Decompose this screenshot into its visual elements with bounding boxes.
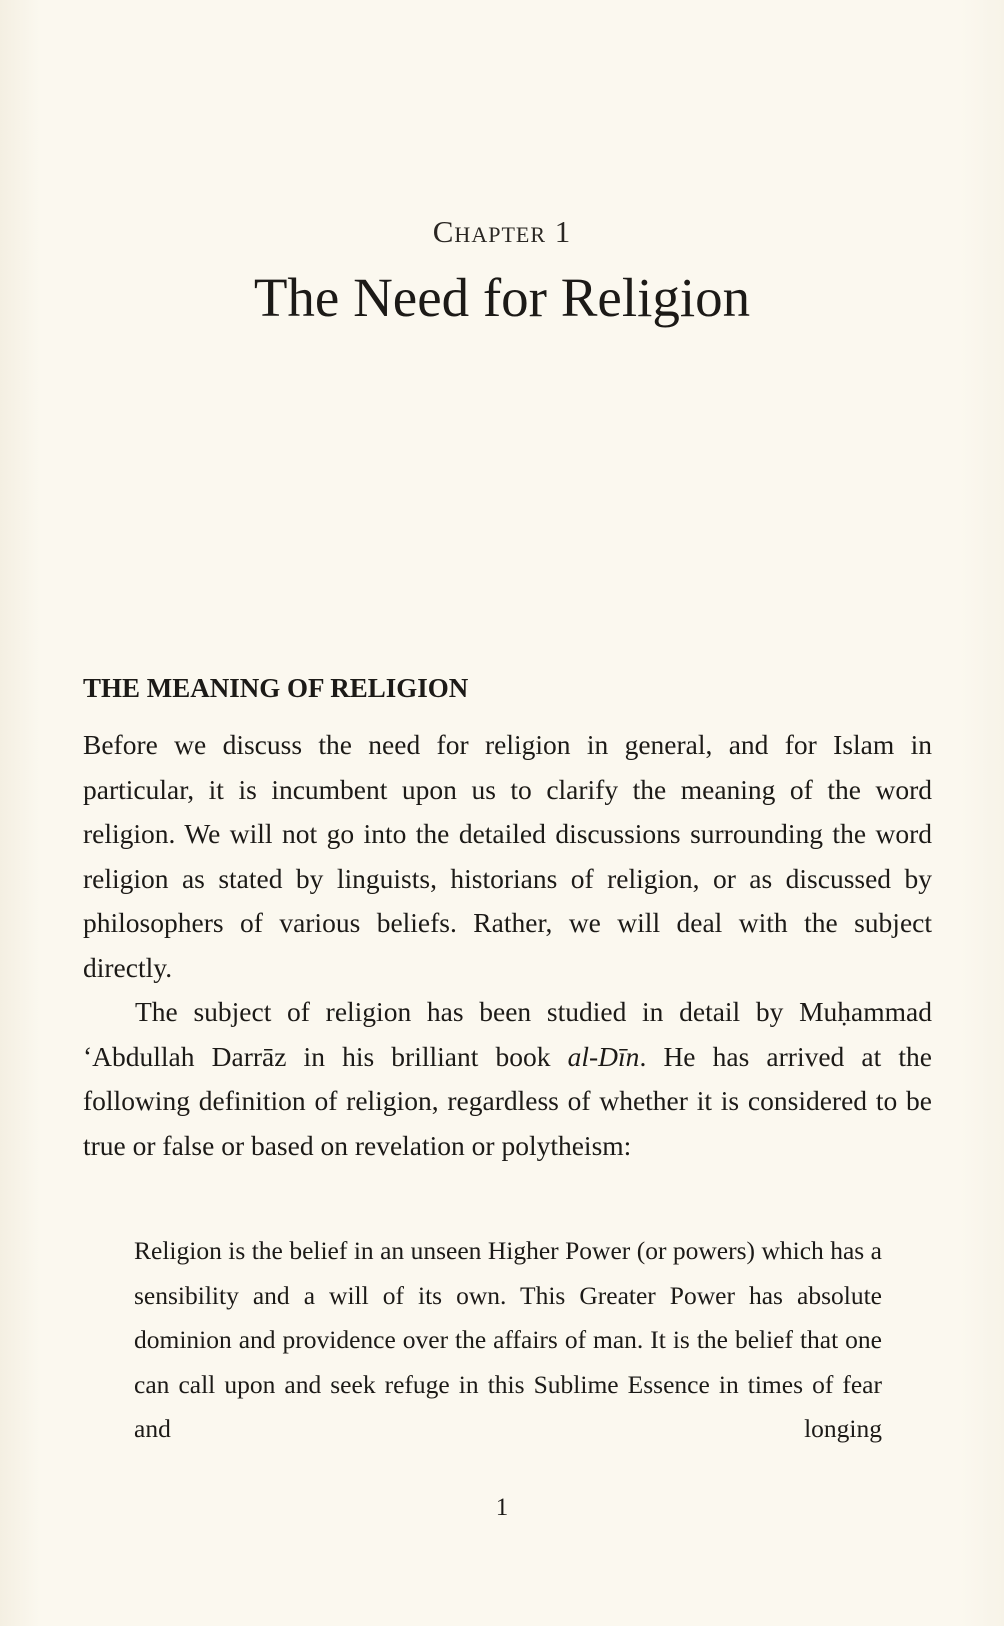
paragraph-2-text-start: The subject of religion has been studied in detail by Muḥammad ‘Abdullah Darrāz in his brilliant book [83, 996, 932, 1072]
chapter-title: The Need for Religion [253, 267, 751, 328]
chapter-label: Chapter 1 [432, 214, 572, 249]
paragraph-2-text-end: . He has arrived at the following definition of religion, regardless of whether it is considered to be true or false or based on revelation or polytheism: [83, 1040, 932, 1161]
block-quote: Religion is the belief in an unseen Higher Power (or powers) which has a sensibility and a will of its own. This Greater Power has absolute dominion and providence over the affairs of man. It is the belief that one can call upon and seek refuge in this Sublime Essence in times of fear and longing [134, 1236, 882, 1443]
paragraph-1: Before we discuss the need for religion in general, and for Islam in particular, it is incumbent upon us to clarify the meaning of the word religion. We will not go into the detailed discussions surrounding the word religion as stated by linguists, historians of religion, or as discussed by philosophers of various beliefs. Rather, we will deal with the subject directly. [83, 729, 932, 983]
section-heading: THE MEANING OF RELIGION [83, 673, 469, 703]
book-title: al-Dīn [567, 1040, 640, 1072]
page-number: 1 [495, 1494, 509, 1521]
paragraph-2 [83, 990, 932, 1168]
